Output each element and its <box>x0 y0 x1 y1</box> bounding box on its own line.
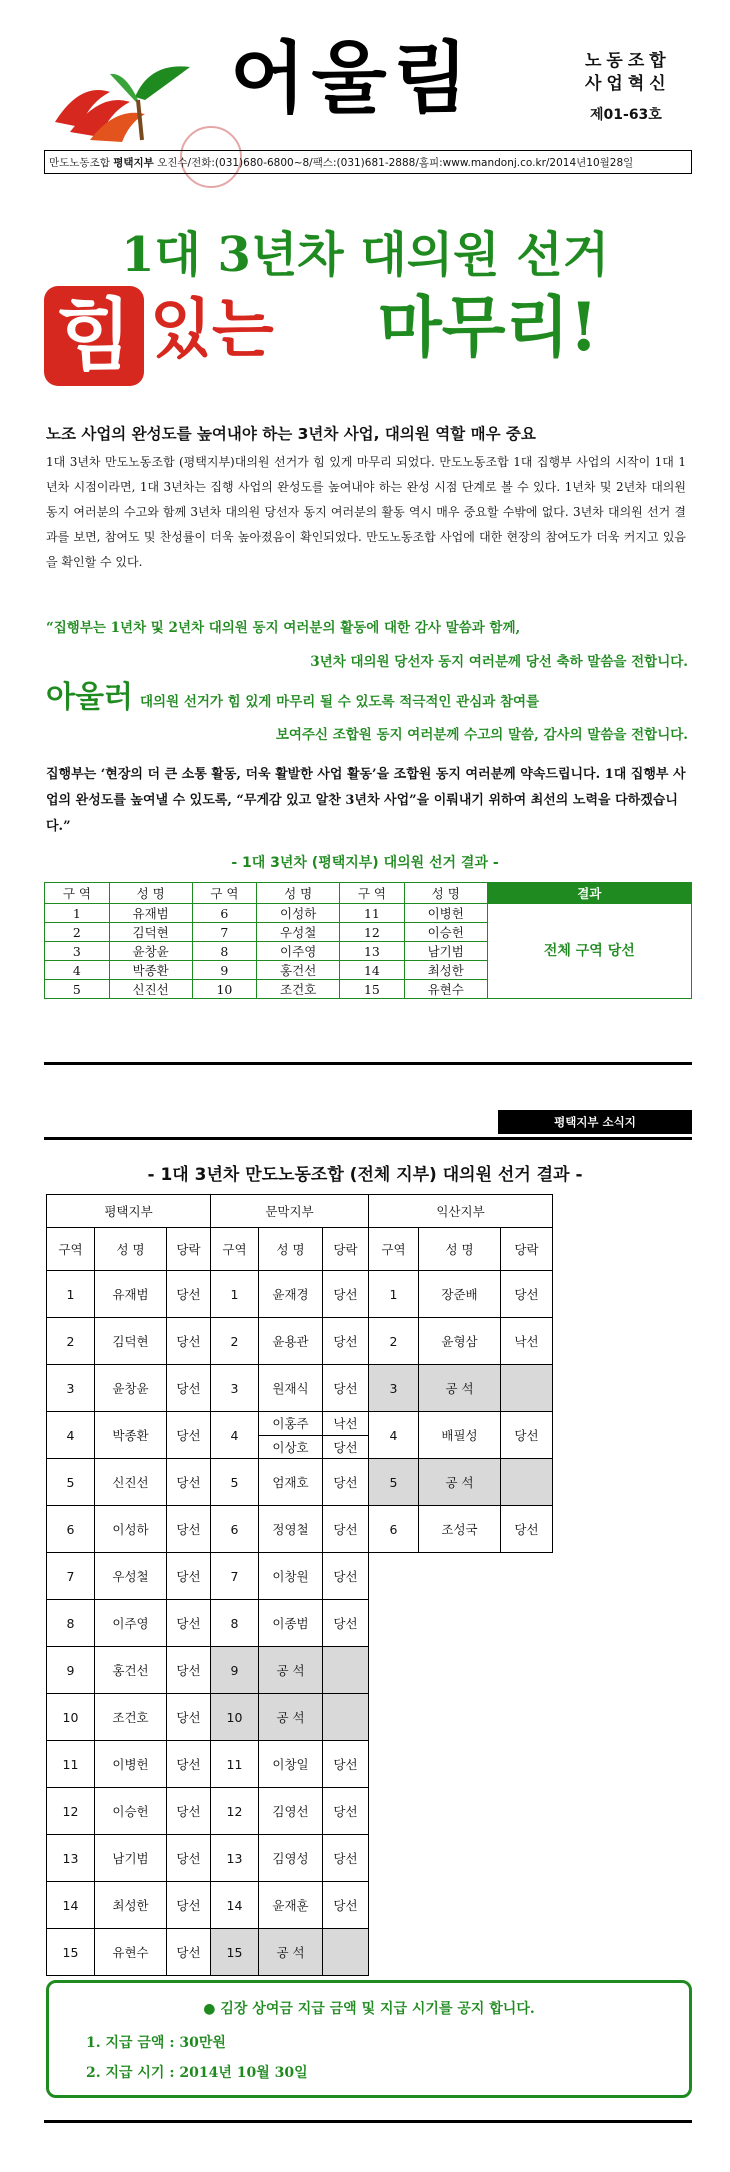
table-row <box>47 1271 553 1318</box>
col-result: 당락 <box>167 1228 211 1271</box>
vacant-cell: 공 석 <box>259 1647 323 1694</box>
result-cell: 당선 <box>167 1788 211 1835</box>
result-cell: 당선 <box>167 1835 211 1882</box>
name-cell: 이주영 <box>95 1600 167 1647</box>
result-cell: 당선 <box>323 1882 369 1929</box>
name-cell: 홍건선 <box>95 1647 167 1694</box>
name-cell: 조건호 <box>257 980 340 999</box>
zone-cell: 5 <box>211 1459 259 1506</box>
name-cell: 조건호 <box>95 1694 167 1741</box>
zone-cell: 3 <box>45 942 110 961</box>
article-paragraph: 1대 3년차 만도노동조합 (평택지부)대의원 선거가 힘 있게 마무리 되었다. 만도노동조합 1대 집행부 사업의 시작이 1대 1년차 시점이라면, 1대 3년차는 집행 사업의 완성도를 높여내야 하는 완성 시점 단계로 볼 수 있다. 1년차 및 2년차 대의원 동지 여러분의 수고와 함께 3년차 대의원 당선자 동지 여러분의 활동 역시 매우 중요할 수밖에 없다. 3년차 대의원 선거 결과를 보면, 참여도 및 찬성률이 더욱 높아졌음이 확인되었다. 만도노동조합 사업에 대한 현장의 참여도가 더욱 커지고 있음을 확인할 수 있다. <box>46 455 686 569</box>
zone-cell: 9 <box>192 961 257 980</box>
zone-cell: 3 <box>211 1365 259 1412</box>
info-contact: 오진수/전화:(031)680-6800~8/팩스:(031)681-2888/홈피:www.mandonj.co.kr/2014년10월28일 <box>157 157 634 169</box>
zone-cell: 10 <box>47 1694 95 1741</box>
table-row <box>47 1647 553 1694</box>
zone-cell: 5 <box>369 1459 419 1506</box>
empty-cell <box>501 1459 553 1506</box>
quote-line2: 3년차 대의원 당선자 동지 여러분께 당선 축하 말씀을 전합니다. <box>310 654 688 670</box>
table-row <box>47 1788 553 1835</box>
bottom-divider <box>44 2120 692 2123</box>
name-cell: 신진선 <box>95 1459 167 1506</box>
vacant-cell: 공 석 <box>419 1459 501 1506</box>
zone-cell: 4 <box>211 1412 259 1459</box>
name-cell: 신진선 <box>109 980 192 999</box>
result-cell: 당선 <box>323 1435 369 1459</box>
zone-cell: 12 <box>47 1788 95 1835</box>
headline-inneun: 있는 <box>150 292 274 367</box>
zone-cell: 13 <box>47 1835 95 1882</box>
zone-cell: 13 <box>340 942 405 961</box>
name-cell: 이홍주 <box>259 1412 323 1436</box>
table-row <box>47 1365 553 1412</box>
col-name: 성 명 <box>95 1228 167 1271</box>
name-cell: 우성철 <box>257 923 340 942</box>
zone-cell: 6 <box>192 904 257 923</box>
name-cell: 원재식 <box>259 1365 323 1412</box>
zone-cell: 1 <box>369 1271 419 1318</box>
result-cell: 당선 <box>167 1694 211 1741</box>
col-result: 당락 <box>501 1228 553 1271</box>
table1-title: - 1대 3년차 (평택지부) 대의원 선거 결과 - <box>231 855 499 871</box>
section-tag: 평택지부 소식지 <box>498 1110 692 1134</box>
blank-area <box>369 1647 553 1694</box>
zone-cell: 11 <box>340 904 405 923</box>
empty-cell <box>323 1929 369 1976</box>
result-cell: 낙선 <box>323 1412 369 1436</box>
issue-number: 제01-63호 <box>590 107 662 123</box>
empty-cell <box>323 1647 369 1694</box>
name-cell: 김덕현 <box>109 923 192 942</box>
name-cell: 이창원 <box>259 1553 323 1600</box>
info-org: 만도노동조합 <box>49 157 110 169</box>
col-zone: 구 역 <box>192 883 257 904</box>
col-zone: 구 역 <box>340 883 405 904</box>
zone-cell: 12 <box>211 1788 259 1835</box>
notice-date: 2. 지급 시기 : 2014년 10월 30일 <box>86 2065 308 2081</box>
result-cell: 당선 <box>323 1506 369 1553</box>
union-logo <box>50 52 200 142</box>
column-header-row <box>47 1228 553 1271</box>
table-row <box>47 1318 553 1365</box>
zone-cell: 8 <box>211 1600 259 1647</box>
name-cell: 유재범 <box>95 1271 167 1318</box>
headline-line1: 1대 3년차 대의원 선거 <box>121 227 609 283</box>
zone-cell: 4 <box>47 1412 95 1459</box>
result-cell: 당선 <box>167 1741 211 1788</box>
union-line1: 노동조합 <box>585 51 671 71</box>
col-name: 성 명 <box>257 883 340 904</box>
result-cell: 당선 <box>167 1459 211 1506</box>
name-cell: 박종환 <box>109 961 192 980</box>
zone-cell: 11 <box>211 1741 259 1788</box>
name-cell: 김영성 <box>259 1835 323 1882</box>
name-cell: 조성국 <box>419 1506 501 1553</box>
vacant-cell: 공 석 <box>259 1929 323 1976</box>
result-cell: 당선 <box>323 1553 369 1600</box>
pyeongtaek-result-table <box>44 882 692 999</box>
name-cell: 이주영 <box>257 942 340 961</box>
zone-cell: 14 <box>47 1882 95 1929</box>
result-cell: 당선 <box>501 1412 553 1459</box>
pledge-paragraph: 집행부는 ‘현장의 더 큰 소통 활동, 더욱 활발한 사업 활동’을 조합원 동지 여러분께 약속드립니다. 1대 집행부 사업의 완성도를 높여낼 수 있도록, “무게감 있고 알찬 3년차 사업”을 이뤄내기 위하여 최선의 노력을 다하겠습니다.” <box>46 767 686 834</box>
table-row <box>47 1741 553 1788</box>
result-cell: 당선 <box>167 1318 211 1365</box>
name-cell: 이성하 <box>95 1506 167 1553</box>
union-line2: 사업혁신 <box>585 74 671 94</box>
branch-header-row <box>47 1195 553 1228</box>
notice-amount: 1. 지급 금액 : 30만원 <box>86 2035 226 2051</box>
table-row <box>47 1929 553 1976</box>
name-cell: 윤창윤 <box>109 942 192 961</box>
zone-cell: 6 <box>47 1506 95 1553</box>
zone-cell: 7 <box>211 1553 259 1600</box>
col-name: 성 명 <box>259 1228 323 1271</box>
blank-area <box>369 1600 553 1647</box>
result-cell: 당선 <box>323 1788 369 1835</box>
zone-cell: 9 <box>47 1647 95 1694</box>
empty-cell <box>501 1365 553 1412</box>
blank-area <box>369 1929 553 1976</box>
zone-cell: 3 <box>369 1365 419 1412</box>
result-cell: 당선 <box>167 1506 211 1553</box>
name-cell: 유현수 <box>95 1929 167 1976</box>
zone-cell: 1 <box>47 1271 95 1318</box>
zone-cell: 4 <box>45 961 110 980</box>
divider <box>44 1137 692 1140</box>
col-zone: 구 역 <box>45 883 110 904</box>
result-cell: 당선 <box>167 1365 211 1412</box>
branch-iksan: 익산지부 <box>369 1195 553 1228</box>
zone-cell: 10 <box>211 1694 259 1741</box>
zone-cell: 6 <box>211 1506 259 1553</box>
col-name: 성 명 <box>404 883 487 904</box>
zone-cell: 8 <box>192 942 257 961</box>
result-cell: 당선 <box>501 1506 553 1553</box>
name-cell: 김덕현 <box>95 1318 167 1365</box>
name-cell: 장준배 <box>419 1271 501 1318</box>
name-cell: 배필성 <box>419 1412 501 1459</box>
name-cell: 엄재호 <box>259 1459 323 1506</box>
table2-title: - 1대 3년차 만도노동조합 (전체 지부) 대의원 선거 결과 - <box>147 1165 583 1185</box>
name-cell: 유현수 <box>404 980 487 999</box>
result-cell: 당선 <box>167 1271 211 1318</box>
result-cell: 당선 <box>167 1929 211 1976</box>
headline-him: 힘 <box>56 290 132 381</box>
zone-cell: 6 <box>369 1506 419 1553</box>
result-cell: 당선 <box>167 1882 211 1929</box>
empty-cell <box>323 1694 369 1741</box>
quote-line1: “집행부는 1년차 및 2년차 대의원 동지 여러분의 활동에 대한 감사 말씀과 함께, <box>46 620 521 636</box>
zone-cell: 8 <box>47 1600 95 1647</box>
blank-area <box>369 1694 553 1741</box>
name-cell: 이승헌 <box>404 923 487 942</box>
table-row <box>47 1835 553 1882</box>
result-cell: 전체 구역 당선 <box>487 904 691 999</box>
blank-area <box>369 1835 553 1882</box>
zone-cell: 1 <box>211 1271 259 1318</box>
zone-cell: 2 <box>47 1318 95 1365</box>
divider <box>44 1062 692 1065</box>
zone-cell: 13 <box>211 1835 259 1882</box>
name-cell: 정영철 <box>259 1506 323 1553</box>
all-branches-result-table <box>46 1194 553 1976</box>
zone-cell: 4 <box>369 1412 419 1459</box>
table-row <box>47 1600 553 1647</box>
name-cell: 남기범 <box>404 942 487 961</box>
table-header-row <box>45 883 692 904</box>
col-result: 당락 <box>323 1228 369 1271</box>
zone-cell: 2 <box>211 1318 259 1365</box>
result-cell: 당선 <box>323 1365 369 1412</box>
table-row <box>47 1553 553 1600</box>
col-zone: 구역 <box>211 1228 259 1271</box>
table-row <box>47 1882 553 1929</box>
name-cell: 윤창윤 <box>95 1365 167 1412</box>
name-cell: 최성한 <box>404 961 487 980</box>
zone-cell: 15 <box>211 1929 259 1976</box>
name-cell: 홍건선 <box>257 961 340 980</box>
result-cell: 당선 <box>501 1271 553 1318</box>
name-cell: 남기범 <box>95 1835 167 1882</box>
zone-cell: 1 <box>45 904 110 923</box>
zone-cell: 2 <box>369 1318 419 1365</box>
col-name: 성 명 <box>419 1228 501 1271</box>
quote-line3b: 적극적인 관심과 참여를 <box>399 694 540 710</box>
zone-cell: 14 <box>340 961 405 980</box>
zone-cell: 3 <box>47 1365 95 1412</box>
table-row <box>45 904 692 923</box>
blank-area <box>369 1741 553 1788</box>
name-cell: 이병헌 <box>404 904 487 923</box>
vacant-cell: 공 석 <box>419 1365 501 1412</box>
name-cell: 이성하 <box>257 904 340 923</box>
name-cell: 이상호 <box>259 1435 323 1459</box>
result-cell: 당선 <box>323 1271 369 1318</box>
zone-cell: 15 <box>340 980 405 999</box>
quote-line4: 보여주신 조합원 동지 여러분께 수고의 말씀, 감사의 말씀을 전합니다. <box>275 727 688 743</box>
name-cell: 이종범 <box>259 1600 323 1647</box>
name-cell: 윤형삼 <box>419 1318 501 1365</box>
quote-line3a: 대의원 선거가 힘 있게 마무리 될 수 있도록 <box>140 694 400 710</box>
blank-area <box>369 1788 553 1835</box>
result-cell: 당선 <box>167 1412 211 1459</box>
result-cell: 당선 <box>167 1600 211 1647</box>
zone-cell: 9 <box>211 1647 259 1694</box>
article-subhead: 노조 사업의 완성도를 높여내야 하는 3년차 사업, 대의원 역할 매우 중요 <box>46 425 536 443</box>
blank-area <box>369 1553 553 1600</box>
masthead-title: 어울림 <box>230 34 475 124</box>
zone-cell: 7 <box>192 923 257 942</box>
branch-pyeongtaek: 평택지부 <box>47 1195 211 1228</box>
info-branch: 평택지부 <box>113 157 154 169</box>
zone-cell: 12 <box>340 923 405 942</box>
zone-cell: 2 <box>45 923 110 942</box>
blank-area <box>369 1882 553 1929</box>
zone-cell: 15 <box>47 1929 95 1976</box>
result-cell: 당선 <box>167 1647 211 1694</box>
branch-munmak: 문막지부 <box>211 1195 369 1228</box>
zone-cell: 10 <box>192 980 257 999</box>
name-cell: 윤재훈 <box>259 1882 323 1929</box>
quote-auler: 아울러 <box>46 680 133 715</box>
name-cell: 이승헌 <box>95 1788 167 1835</box>
name-cell: 박종환 <box>95 1412 167 1459</box>
vacant-cell: 공 석 <box>259 1694 323 1741</box>
col-result: 결과 <box>487 883 691 904</box>
table-row <box>47 1694 553 1741</box>
quote-line3 <box>140 690 539 710</box>
table-row <box>47 1506 553 1553</box>
result-cell: 당선 <box>323 1318 369 1365</box>
result-cell: 당선 <box>323 1459 369 1506</box>
headline-mamuri: 마무리! <box>378 288 599 366</box>
table-row <box>47 1459 553 1506</box>
name-cell: 윤재경 <box>259 1271 323 1318</box>
table-row <box>47 1412 553 1436</box>
zone-cell: 7 <box>47 1553 95 1600</box>
notice-title: ● 김장 상여금 지급 금액 및 지급 시기를 공지 합니다. <box>203 2001 535 2017</box>
name-cell: 이창일 <box>259 1741 323 1788</box>
result-cell: 당선 <box>167 1553 211 1600</box>
zone-cell: 5 <box>45 980 110 999</box>
name-cell: 우성철 <box>95 1553 167 1600</box>
name-cell: 김영선 <box>259 1788 323 1835</box>
result-cell: 당선 <box>323 1741 369 1788</box>
name-cell: 윤용관 <box>259 1318 323 1365</box>
result-cell: 당선 <box>323 1600 369 1647</box>
name-cell: 유재범 <box>109 904 192 923</box>
zone-cell: 14 <box>211 1882 259 1929</box>
result-cell: 낙선 <box>501 1318 553 1365</box>
name-cell: 최성한 <box>95 1882 167 1929</box>
name-cell: 이병헌 <box>95 1741 167 1788</box>
union-subtitle <box>585 50 671 96</box>
zone-cell: 11 <box>47 1741 95 1788</box>
col-zone: 구역 <box>47 1228 95 1271</box>
zone-cell: 5 <box>47 1459 95 1506</box>
col-zone: 구역 <box>369 1228 419 1271</box>
info-bar <box>44 150 692 174</box>
result-cell: 당선 <box>323 1835 369 1882</box>
col-name: 성 명 <box>109 883 192 904</box>
